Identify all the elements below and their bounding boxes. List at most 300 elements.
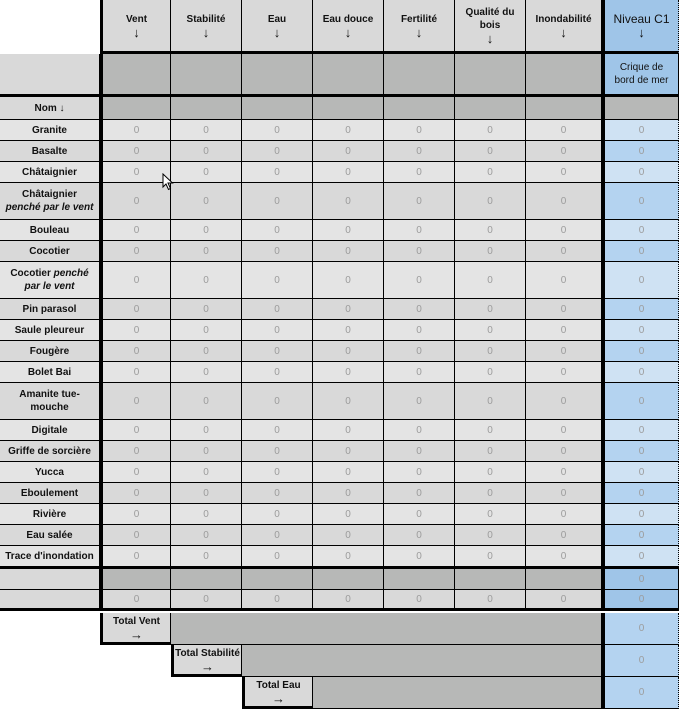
- value-cell[interactable]: [100, 504, 171, 525]
- cell-value: 0: [274, 395, 280, 407]
- value-cell[interactable]: [171, 220, 242, 241]
- level-value-cell[interactable]: [602, 183, 679, 220]
- level-value-cell[interactable]: [602, 341, 679, 362]
- value-cell[interactable]: [455, 462, 526, 483]
- value-cell[interactable]: [242, 162, 313, 183]
- value-cell[interactable]: [100, 341, 171, 362]
- value-cell[interactable]: [313, 483, 384, 504]
- value-cell[interactable]: [526, 546, 602, 567]
- value-cell[interactable]: [242, 525, 313, 546]
- value-cell[interactable]: [313, 299, 384, 320]
- gray-cell[interactable]: [171, 569, 242, 590]
- value-cell[interactable]: [100, 241, 171, 262]
- level-value: 0: [638, 324, 645, 336]
- cell-value: 0: [345, 395, 351, 407]
- row-name[interactable]: [0, 441, 100, 462]
- row-name-label: Saule pleureur: [14, 324, 85, 336]
- column-total-cell[interactable]: [171, 590, 242, 611]
- value-cell[interactable]: [313, 525, 384, 546]
- level-value: 0: [638, 224, 645, 236]
- cell-value: 0: [274, 224, 280, 236]
- column-header-1[interactable]: [171, 0, 242, 54]
- value-cell[interactable]: [242, 341, 313, 362]
- cell-value: 0: [203, 487, 209, 499]
- value-cell[interactable]: [526, 141, 602, 162]
- value-cell[interactable]: [455, 546, 526, 567]
- value-cell[interactable]: [100, 462, 171, 483]
- column-total-value: 0: [133, 593, 140, 605]
- value-cell[interactable]: [171, 141, 242, 162]
- value-cell[interactable]: [313, 241, 384, 262]
- row-name-label: Amanite tue-mouche: [19, 389, 80, 413]
- value-cell[interactable]: [455, 141, 526, 162]
- value-cell[interactable]: [242, 462, 313, 483]
- value-cell[interactable]: [242, 299, 313, 320]
- value-cell[interactable]: [455, 441, 526, 462]
- column-total-value: 0: [274, 593, 280, 605]
- value-cell[interactable]: [242, 220, 313, 241]
- value-cell[interactable]: [100, 420, 171, 441]
- value-cell[interactable]: [242, 241, 313, 262]
- value-cell[interactable]: [384, 141, 455, 162]
- value-cell[interactable]: [171, 525, 242, 546]
- row-name[interactable]: [0, 241, 100, 262]
- value-cell[interactable]: [526, 241, 602, 262]
- value-cell[interactable]: [313, 320, 384, 341]
- row-name-label: Châtaignier: [21, 166, 77, 178]
- value-cell[interactable]: [455, 183, 526, 220]
- level-value-cell[interactable]: [602, 120, 679, 141]
- value-cell[interactable]: [455, 525, 526, 546]
- total-label: Total Stabilité: [175, 647, 240, 659]
- row-name-label: Bouleau: [29, 224, 70, 236]
- cell-value: 0: [203, 508, 209, 520]
- value-cell[interactable]: [242, 120, 313, 141]
- value-cell[interactable]: [313, 546, 384, 567]
- cell-value: 0: [345, 324, 351, 336]
- total-row-label[interactable]: [171, 645, 242, 677]
- level-total-value: 0: [638, 655, 645, 666]
- column-total-value: 0: [345, 593, 351, 605]
- cell-value: 0: [487, 245, 493, 257]
- value-cell[interactable]: [526, 299, 602, 320]
- gray-cell[interactable]: [242, 97, 313, 120]
- cell-value: 0: [203, 303, 209, 315]
- row-name[interactable]: [0, 299, 100, 320]
- value-cell[interactable]: [384, 525, 455, 546]
- value-cell[interactable]: [313, 262, 384, 299]
- value-cell[interactable]: [313, 220, 384, 241]
- gray-cell[interactable]: [171, 54, 242, 97]
- gray-cell[interactable]: [313, 97, 384, 120]
- value-cell[interactable]: [171, 299, 242, 320]
- value-cell[interactable]: [171, 420, 242, 441]
- value-cell[interactable]: [100, 183, 171, 220]
- value-cell[interactable]: [100, 299, 171, 320]
- column-total-cell[interactable]: [313, 590, 384, 611]
- level-value-cell[interactable]: [602, 441, 679, 462]
- value-cell[interactable]: [384, 120, 455, 141]
- level-value-cell[interactable]: [602, 546, 679, 567]
- column-total-cell[interactable]: [526, 590, 602, 611]
- cell-value: 0: [487, 195, 493, 207]
- value-cell[interactable]: [526, 320, 602, 341]
- cell-value: 0: [133, 324, 140, 336]
- gray-cell[interactable]: [242, 569, 313, 590]
- value-cell[interactable]: [455, 504, 526, 525]
- summary-label-cell[interactable]: [0, 569, 100, 590]
- row-name[interactable]: [0, 462, 100, 483]
- column-total-cell[interactable]: [384, 590, 455, 611]
- name-column-header-label: Nom ↓: [34, 102, 65, 114]
- value-cell[interactable]: [171, 483, 242, 504]
- value-cell[interactable]: [455, 262, 526, 299]
- value-cell[interactable]: [455, 362, 526, 383]
- value-cell[interactable]: [242, 504, 313, 525]
- level-value-cell[interactable]: [602, 141, 679, 162]
- column-total-cell[interactable]: [455, 590, 526, 611]
- value-cell[interactable]: [313, 141, 384, 162]
- value-cell[interactable]: [100, 383, 171, 420]
- value-cell[interactable]: [313, 420, 384, 441]
- cell-value: 0: [274, 445, 280, 457]
- value-cell[interactable]: [313, 383, 384, 420]
- cell-value: 0: [274, 166, 280, 178]
- value-cell[interactable]: [171, 162, 242, 183]
- level-value-cell[interactable]: [602, 383, 679, 420]
- gray-cell[interactable]: [384, 569, 455, 590]
- level-total-value-cell[interactable]: [602, 677, 679, 709]
- gray-cell[interactable]: [384, 97, 455, 120]
- value-cell[interactable]: [100, 546, 171, 567]
- value-cell[interactable]: [313, 341, 384, 362]
- level-value-cell[interactable]: [602, 220, 679, 241]
- value-cell[interactable]: [384, 504, 455, 525]
- cell-value: 0: [560, 529, 567, 541]
- value-cell[interactable]: [242, 441, 313, 462]
- name-column-header[interactable]: [0, 97, 100, 120]
- level-value: 0: [638, 395, 645, 407]
- cell-value: 0: [416, 124, 422, 136]
- row-name-label: Basalte: [31, 145, 68, 157]
- column-total-value: 0: [487, 593, 493, 605]
- value-cell[interactable]: [384, 299, 455, 320]
- column-header-label: Qualité du bois: [465, 7, 515, 31]
- gray-cell[interactable]: [526, 54, 602, 97]
- level-value-cell[interactable]: [602, 262, 679, 299]
- row-name[interactable]: [0, 420, 100, 441]
- cell-value: 0: [487, 487, 493, 499]
- gray-cell[interactable]: [455, 54, 526, 97]
- gray-cell[interactable]: [313, 569, 384, 590]
- value-cell[interactable]: [384, 383, 455, 420]
- value-cell[interactable]: [171, 320, 242, 341]
- value-cell[interactable]: [455, 220, 526, 241]
- value-cell[interactable]: [526, 362, 602, 383]
- value-cell[interactable]: [526, 262, 602, 299]
- value-cell[interactable]: [242, 546, 313, 567]
- value-cell[interactable]: [242, 320, 313, 341]
- total-row-label[interactable]: [242, 677, 313, 709]
- gray-cell[interactable]: [171, 97, 242, 120]
- value-cell[interactable]: [313, 162, 384, 183]
- value-cell[interactable]: [384, 241, 455, 262]
- level-total-cell[interactable]: [602, 590, 679, 611]
- row-name[interactable]: [0, 141, 100, 162]
- value-cell[interactable]: [313, 441, 384, 462]
- value-cell[interactable]: [455, 299, 526, 320]
- column-header-3[interactable]: [313, 0, 384, 54]
- cell-value: 0: [203, 345, 209, 357]
- value-cell[interactable]: [526, 504, 602, 525]
- value-cell[interactable]: [242, 262, 313, 299]
- cell-value: 0: [203, 424, 209, 436]
- total-row-label[interactable]: [100, 613, 171, 645]
- level-subtitle-cell[interactable]: [602, 54, 679, 97]
- cell-value: 0: [203, 195, 209, 207]
- level-total-value: 0: [638, 593, 645, 605]
- column-header-5[interactable]: [455, 0, 526, 54]
- cell-value: 0: [560, 195, 567, 207]
- value-cell[interactable]: [171, 341, 242, 362]
- row-name[interactable]: [0, 483, 100, 504]
- cell-value: 0: [274, 550, 280, 562]
- value-cell[interactable]: [100, 220, 171, 241]
- row-name-label: Bolet Bai: [27, 366, 72, 378]
- cell-value: 0: [416, 508, 422, 520]
- value-cell[interactable]: [171, 462, 242, 483]
- column-total-cell[interactable]: [100, 590, 171, 611]
- cell-value: 0: [560, 245, 567, 257]
- gray-cell[interactable]: [526, 97, 602, 120]
- value-cell[interactable]: [384, 362, 455, 383]
- value-cell[interactable]: [526, 420, 602, 441]
- level-value-cell[interactable]: [602, 362, 679, 383]
- value-cell[interactable]: [313, 120, 384, 141]
- value-cell[interactable]: [526, 441, 602, 462]
- column-header-2[interactable]: [242, 0, 313, 54]
- gray-cell[interactable]: [526, 569, 602, 590]
- value-cell[interactable]: [242, 183, 313, 220]
- value-cell[interactable]: [100, 162, 171, 183]
- value-cell[interactable]: [455, 320, 526, 341]
- value-cell[interactable]: [100, 362, 171, 383]
- gray-cell[interactable]: [455, 97, 526, 120]
- cell-value: 0: [133, 395, 140, 407]
- row-name[interactable]: [0, 546, 100, 567]
- value-cell[interactable]: [384, 162, 455, 183]
- value-cell[interactable]: [384, 183, 455, 220]
- cell-value: 0: [560, 395, 567, 407]
- level-value-cell[interactable]: [602, 162, 679, 183]
- value-cell[interactable]: [455, 383, 526, 420]
- level-value-cell[interactable]: [602, 525, 679, 546]
- value-cell[interactable]: [384, 341, 455, 362]
- row-name[interactable]: [0, 183, 100, 220]
- row-name[interactable]: [0, 220, 100, 241]
- value-cell[interactable]: [384, 462, 455, 483]
- column-total-cell[interactable]: [242, 590, 313, 611]
- level-value-cell[interactable]: [602, 462, 679, 483]
- right-arrow-icon: →: [201, 658, 214, 674]
- value-cell[interactable]: [171, 546, 242, 567]
- row-name-qualifier: penché par le vent: [24, 268, 89, 292]
- row-name[interactable]: [0, 383, 100, 420]
- level-value-cell[interactable]: [602, 299, 679, 320]
- level-value-cell[interactable]: [602, 241, 679, 262]
- blank-label-cell[interactable]: [0, 54, 100, 97]
- cell-value: 0: [345, 345, 351, 357]
- value-cell[interactable]: [526, 462, 602, 483]
- level-total-value: 0: [638, 623, 645, 634]
- value-cell[interactable]: [526, 483, 602, 504]
- value-cell[interactable]: [455, 120, 526, 141]
- value-cell[interactable]: [100, 483, 171, 504]
- value-cell[interactable]: [242, 362, 313, 383]
- row-name[interactable]: [0, 504, 100, 525]
- value-cell[interactable]: [100, 262, 171, 299]
- cell-value: 0: [416, 487, 422, 499]
- value-cell[interactable]: [526, 162, 602, 183]
- level-header[interactable]: [602, 0, 679, 54]
- value-cell[interactable]: [455, 341, 526, 362]
- row-name[interactable]: [0, 262, 100, 299]
- value-cell[interactable]: [242, 383, 313, 420]
- gray-cell[interactable]: [455, 569, 526, 590]
- cell-value: 0: [274, 508, 280, 520]
- row-name[interactable]: [0, 525, 100, 546]
- value-cell[interactable]: [100, 320, 171, 341]
- value-cell[interactable]: [384, 441, 455, 462]
- value-cell[interactable]: [455, 162, 526, 183]
- gray-cell[interactable]: [384, 54, 455, 97]
- cell-value: 0: [203, 145, 209, 157]
- value-cell[interactable]: [242, 420, 313, 441]
- row-name[interactable]: [0, 162, 100, 183]
- value-cell[interactable]: [171, 362, 242, 383]
- value-cell[interactable]: [171, 504, 242, 525]
- cell-value: 0: [133, 345, 140, 357]
- gray-cell[interactable]: [100, 54, 171, 97]
- down-arrow-icon: ↓: [344, 24, 352, 40]
- value-cell[interactable]: [384, 420, 455, 441]
- column-total-value: 0: [416, 593, 422, 605]
- gray-cell[interactable]: [313, 54, 384, 97]
- value-cell[interactable]: [384, 320, 455, 341]
- gray-span-cell[interactable]: [171, 613, 602, 645]
- value-cell[interactable]: [171, 183, 242, 220]
- level-value: 0: [638, 145, 645, 157]
- row-name[interactable]: [0, 120, 100, 141]
- row-name-label: [4, 188, 95, 214]
- column-header-0[interactable]: [100, 0, 171, 54]
- row-name-qualifier: penché par le vent: [5, 202, 94, 213]
- value-cell[interactable]: [455, 483, 526, 504]
- value-cell[interactable]: [100, 141, 171, 162]
- column-header-4[interactable]: [384, 0, 455, 54]
- value-cell[interactable]: [100, 120, 171, 141]
- value-cell[interactable]: [313, 462, 384, 483]
- value-cell[interactable]: [455, 241, 526, 262]
- value-cell[interactable]: [171, 441, 242, 462]
- cell-value: 0: [133, 145, 140, 157]
- level-total-value-cell[interactable]: [602, 613, 679, 645]
- level-value-cell[interactable]: [602, 420, 679, 441]
- row-name[interactable]: [0, 362, 100, 383]
- cell-value: 0: [416, 245, 422, 257]
- value-cell[interactable]: [526, 220, 602, 241]
- cell-value: 0: [274, 145, 280, 157]
- level-total-value-cell[interactable]: [602, 645, 679, 677]
- value-cell[interactable]: [171, 120, 242, 141]
- gray-cell[interactable]: [242, 54, 313, 97]
- cell-value: 0: [203, 466, 209, 478]
- value-cell[interactable]: [526, 183, 602, 220]
- value-cell[interactable]: [171, 262, 242, 299]
- value-cell[interactable]: [384, 220, 455, 241]
- value-cell[interactable]: [313, 362, 384, 383]
- summary-total-label-cell[interactable]: [0, 590, 100, 611]
- value-cell[interactable]: [313, 504, 384, 525]
- value-cell[interactable]: [384, 483, 455, 504]
- level-value-cell[interactable]: [602, 320, 679, 341]
- row-name-label: Cocotier: [29, 245, 70, 257]
- level-value-cell[interactable]: [602, 504, 679, 525]
- gray-cell[interactable]: [100, 569, 171, 590]
- column-header-6[interactable]: [526, 0, 602, 54]
- cell-value: 0: [274, 424, 280, 436]
- value-cell[interactable]: [313, 183, 384, 220]
- cell-value: 0: [203, 550, 209, 562]
- value-cell[interactable]: [171, 383, 242, 420]
- level-summary-cell[interactable]: [602, 569, 679, 590]
- value-cell[interactable]: [384, 262, 455, 299]
- value-cell[interactable]: [242, 483, 313, 504]
- cell-value: 0: [203, 529, 209, 541]
- down-arrow-icon: ↓: [638, 24, 645, 40]
- row-name[interactable]: [0, 320, 100, 341]
- level-value-cell[interactable]: [602, 483, 679, 504]
- value-cell[interactable]: [171, 241, 242, 262]
- down-arrow-icon: ↓: [133, 24, 140, 40]
- gray-span-cell[interactable]: [242, 645, 602, 677]
- value-cell[interactable]: [455, 420, 526, 441]
- row-name-label: Fougère: [29, 345, 70, 357]
- cell-value: 0: [560, 445, 567, 457]
- cell-value: 0: [416, 195, 422, 207]
- row-name-label: Griffe de sorcière: [8, 445, 91, 457]
- cell-value: 0: [133, 195, 140, 207]
- value-cell[interactable]: [242, 141, 313, 162]
- value-cell[interactable]: [526, 341, 602, 362]
- value-cell[interactable]: [526, 383, 602, 420]
- cell-value: 0: [416, 366, 422, 378]
- cell-value: 0: [345, 145, 351, 157]
- cell-value: 0: [345, 195, 351, 207]
- gray-cell[interactable]: [100, 97, 171, 120]
- value-cell[interactable]: [384, 546, 455, 567]
- value-cell[interactable]: [526, 120, 602, 141]
- gray-cell[interactable]: [602, 97, 679, 120]
- cell-value: 0: [203, 324, 209, 336]
- value-cell[interactable]: [100, 441, 171, 462]
- total-label: Total Vent: [112, 615, 161, 627]
- value-cell[interactable]: [526, 525, 602, 546]
- value-cell[interactable]: [100, 525, 171, 546]
- gray-span-cell[interactable]: [313, 677, 602, 709]
- cell-value: 0: [560, 145, 567, 157]
- row-name[interactable]: [0, 341, 100, 362]
